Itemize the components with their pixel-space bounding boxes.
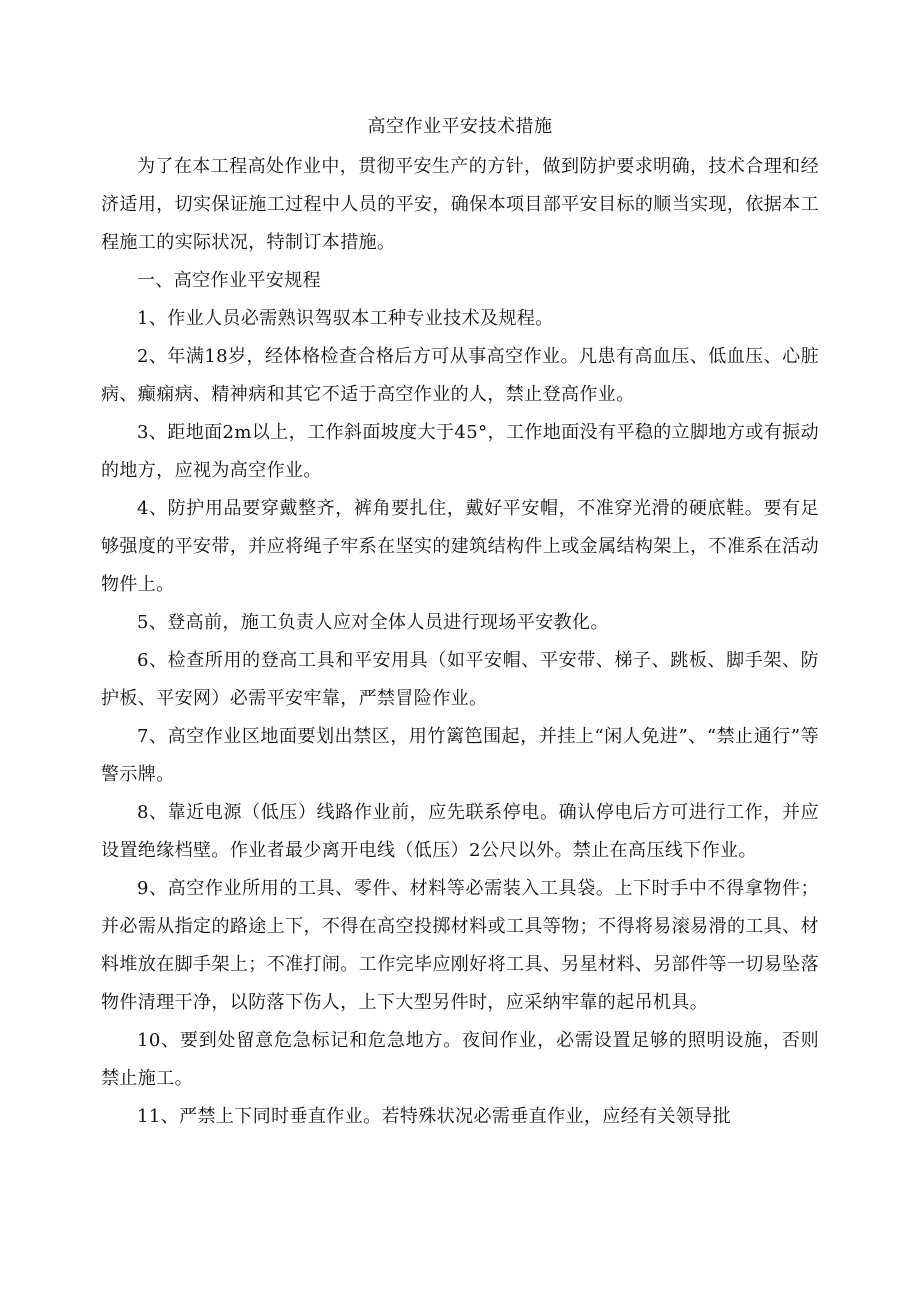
rule-item-3: 3、距地面2m以上，工作斜面坡度大于45°，工作地面没有平稳的立脚地方或有振动的地方，应视为高空作业。 <box>101 422 819 481</box>
intro-paragraph: 为了在本工程高处作业中，贯彻平安生产的方针，做到防护要求明确，技术合理和经济适用，切实保证施工过程中人员的平安，确保本项目部平安目标的顺当实现，依据本工程施工的实际状况，特制订本措施。 <box>101 156 819 253</box>
rule-item-9: 9、高空作业所用的工具、零件、材料等必需装入工具袋。上下时手中不得拿物件；并必需从指定的路途上下，不得在高空投掷材料或工具等物；不得将易滚易滑的工具、材料堆放在脚手架上；不准打闹。工作完毕应刚好将工具、另星材料、另部件等一切易坠落物件清理干净，以防落下伤人，上下大型另件时，应采纳牢靠的起吊机具。 <box>101 878 819 1013</box>
rule-item-2: 2、年满18岁，经体格检查合格后方可从事高空作业。凡患有高血压、低血压、心脏病、癫痫病、精神病和其它不适于高空作业的人，禁止登高作业。 <box>101 346 819 405</box>
rule-item-5: 5、登高前，施工负责人应对全体人员进行现场平安教化。 <box>137 612 609 633</box>
document-body <box>101 148 819 1136</box>
rule-item-11: 11、严禁上下同时垂直作业。若特殊状况必需垂直作业，应经有关领导批 <box>137 1106 732 1127</box>
rule-item-7: 7、高空作业区地面要划出禁区，用竹篱笆围起，并挂上“闲人免进”、“禁止通行”等警示牌。 <box>101 726 819 785</box>
rule-item-8: 8、靠近电源（低压）线路作业前，应先联系停电。确认停电后方可进行工作，并应设置绝缘档壁。作业者最少离开电线（低压）2公尺以外。禁止在高压线下作业。 <box>101 802 819 861</box>
rule-item-4: 4、防护用品要穿戴整齐，裤角要扎住，戴好平安帽，不准穿光滑的硬底鞋。要有足够强度的平安带，并应将绳子牢系在坚实的建筑结构件上或金属结构架上，不准系在活动物件上。 <box>101 498 819 595</box>
section-heading: 一、高空作业平安规程 <box>137 270 321 291</box>
document-title: 高空作业平安技术措施 <box>367 116 553 137</box>
rule-item-1: 1、作业人员必需熟识驾驭本工种专业技术及规程。 <box>137 308 554 329</box>
rule-item-10: 10、要到处留意危急标记和危急地方。夜间作业，必需设置足够的照明设施，否则禁止施工。 <box>101 1030 819 1089</box>
rule-item-6: 6、检查所用的登高工具和平安用具（如平安帽、平安带、梯子、跳板、脚手架、防护板、平安网）必需平安牢靠，严禁冒险作业。 <box>101 650 819 709</box>
